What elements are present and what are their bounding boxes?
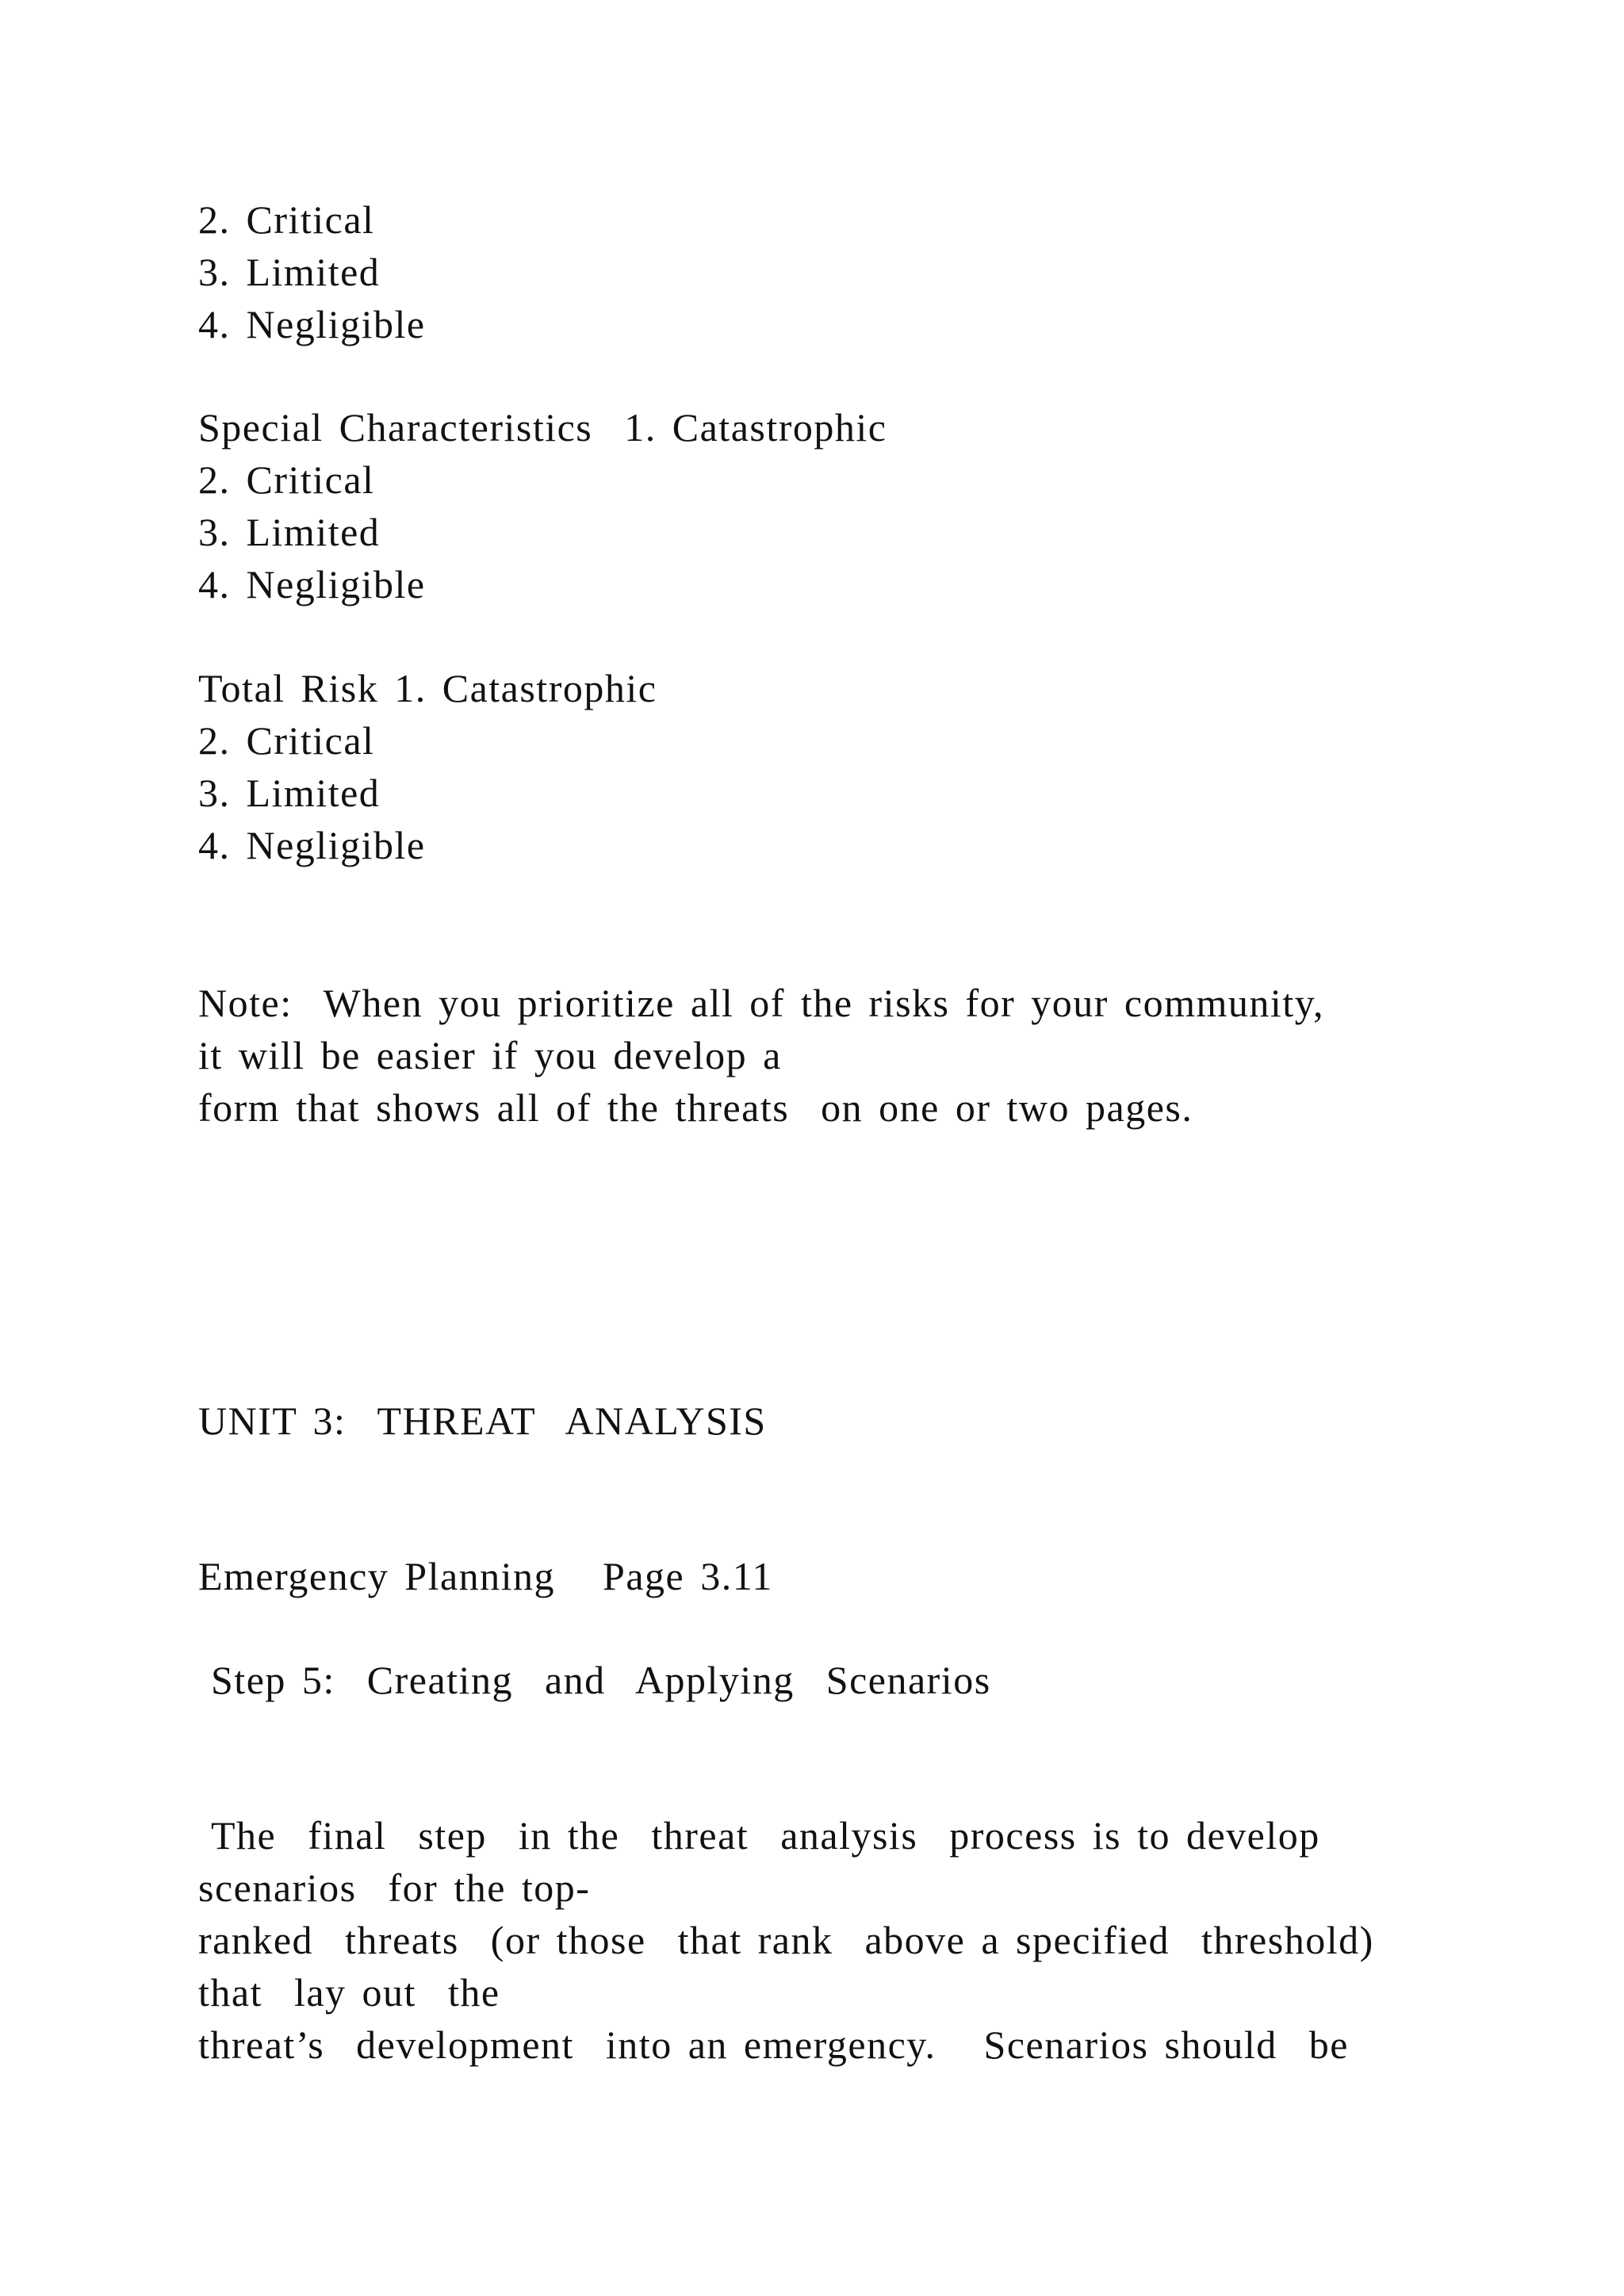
- special-characteristics-item-critical: 2. Critical: [198, 457, 375, 502]
- special-characteristics-item-negligible: 4. Negligible: [198, 562, 426, 607]
- special-characteristics-item-limited: 3. Limited: [198, 510, 381, 554]
- step-heading: Step 5: Creating and Applying Scenarios: [211, 1658, 991, 1702]
- body-line-3: ranked threats (or those that rank above a specified threshold): [198, 1918, 1374, 1962]
- total-risk-item-critical: 2. Critical: [198, 718, 375, 763]
- total-risk-item-negligible: 4. Negligible: [198, 823, 426, 867]
- note-line-1: Note: When you prioritize all of the risks for your community,: [198, 981, 1324, 1025]
- severity-item-limited: 3. Limited: [198, 250, 381, 294]
- special-characteristics-heading: Special Characteristics 1. Catastrophic: [198, 405, 887, 450]
- total-risk-item-limited: 3. Limited: [198, 771, 381, 815]
- body-line-4: that lay out the: [198, 1970, 500, 2015]
- note-line-3: form that shows all of the threats on one or two pages.: [198, 1085, 1193, 1130]
- unit-title: UNIT 3: THREAT ANALYSIS: [198, 1399, 767, 1443]
- body-line-5: threat’s development into an emergency. Scenarios should be: [198, 2022, 1349, 2067]
- total-risk-heading: Total Risk 1. Catastrophic: [198, 666, 657, 710]
- page-header: Emergency Planning Page 3.11: [198, 1554, 773, 1598]
- note-line-2: it will be easier if you develop a: [198, 1033, 782, 1077]
- severity-item-critical: 2. Critical: [198, 197, 375, 242]
- body-line-2: scenarios for the top-: [198, 1866, 591, 1910]
- body-line-1: The final step in the threat analysis process is to develop: [211, 1813, 1320, 1858]
- severity-item-negligible: 4. Negligible: [198, 302, 426, 346]
